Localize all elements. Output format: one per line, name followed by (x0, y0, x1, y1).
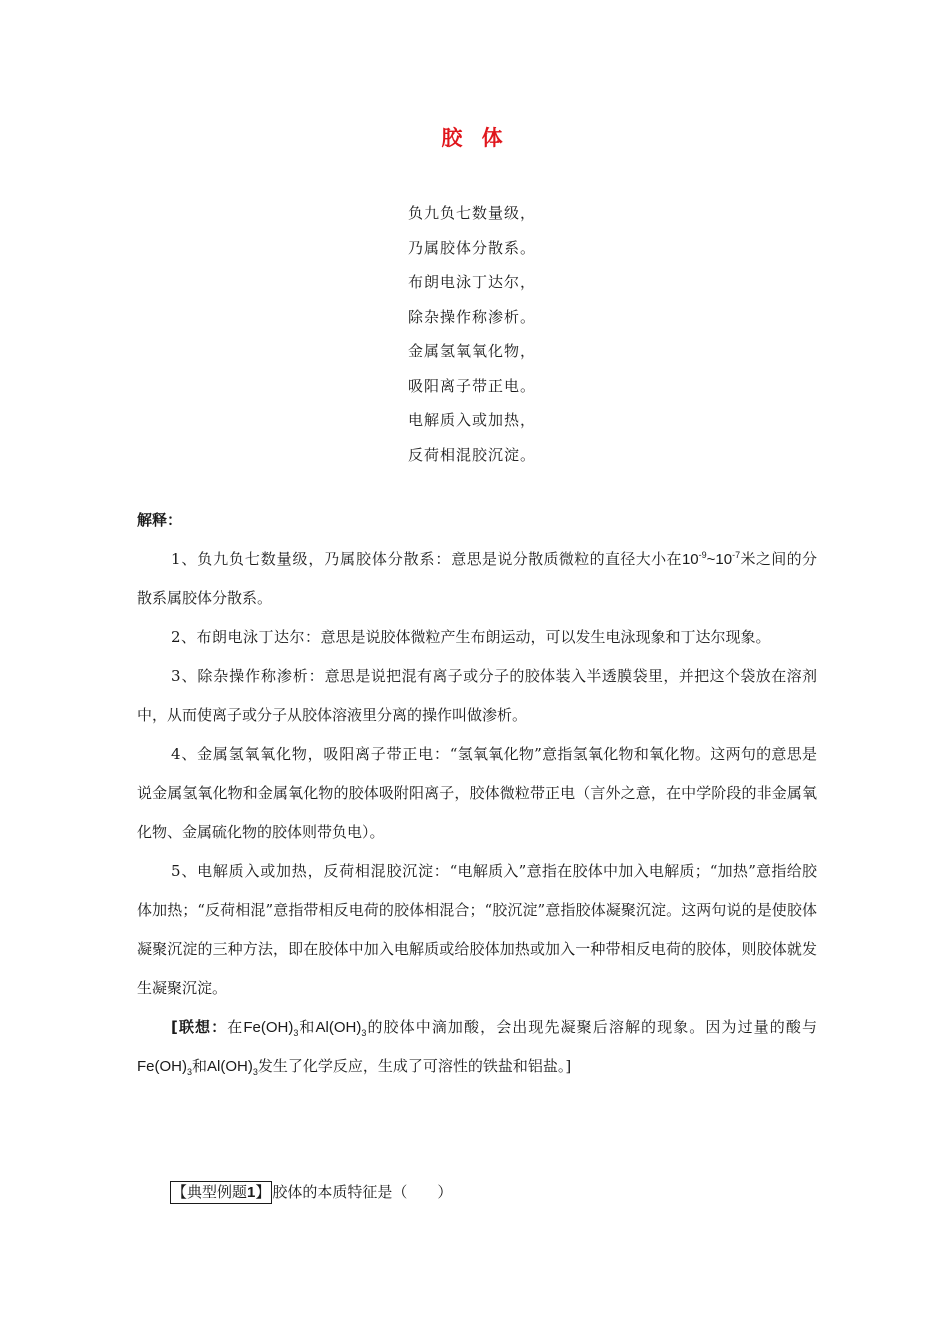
poem-line: 负九负七数量级， (408, 204, 537, 222)
poem-line: 电解质入或加热， (408, 411, 537, 429)
note-text: 在 (227, 1018, 244, 1036)
formula-al: Al(OH) (207, 1058, 253, 1075)
formula-fe: Fe(OH) (137, 1058, 187, 1075)
paragraph-text: “电解质入”意指在胶体中加入电解质；“加热”意指给胶体加热；“反荷相混”意指带相反电荷的胶体相混合；“胶沉淀”意指胶体凝聚沉淀。这两句说的是使胶体凝聚沉淀的三种方法，即在胶体中加入电解质或给胶体加热或加入一种带相反电荷的胶体，则胶体就发生凝聚沉淀。 (137, 862, 817, 997)
note-bracket-open: [ (171, 1018, 178, 1036)
paragraph-text: 米之间的分散系属胶体分散系。 (137, 550, 817, 607)
formula-al: Al(OH) (315, 1019, 362, 1036)
poem (408, 196, 668, 472)
note-text: 和 (192, 1057, 208, 1075)
example-tag (170, 1181, 272, 1204)
paragraph-lead: 2、布朗电泳丁达尔： (171, 628, 321, 646)
paragraph-lead: 5、电解质入或加热，反荷相混胶沉淀： (171, 862, 450, 880)
subscript: 3 (187, 1067, 193, 1077)
poem-line: 布朗电泳丁达尔， (408, 273, 537, 291)
explanation-paragraph-5 (137, 852, 817, 1008)
poem-line: 反荷相混胶沉淀。 (408, 445, 537, 464)
example-question (170, 1181, 452, 1204)
example-tag-open: 【典型例题 (172, 1183, 248, 1201)
exponent: -7 (732, 550, 741, 560)
paragraph-lead: 4、金属氢氧氧化物，吸阳离子带正电： (171, 745, 450, 763)
paragraph-lead: 3、除杂操作称渗析： (171, 667, 325, 685)
formula-fe: Fe(OH) (243, 1019, 294, 1036)
explanation-paragraph-3 (137, 657, 817, 735)
number: 10 (681, 551, 699, 568)
subscript: 3 (293, 1028, 299, 1038)
note-text: 发生了化学反应，生成了可溶性的铁盐和铝盐。 (257, 1057, 566, 1075)
paragraph-text: 意思是说把混有离子或分子的胶体装入半透膜袋里，并把这个袋放在溶剂中，从而使离子或分子从胶体溶液里分离的操作叫做渗析。 (137, 667, 817, 724)
explanation-heading: 解释： (137, 511, 183, 529)
paragraph-text: 意思是说胶体微粒产生布朗运动，可以发生电泳现象和丁达尔现象。 (320, 628, 771, 646)
example-tag-close: 】 (255, 1183, 271, 1201)
explanation-paragraph-2 (137, 618, 817, 657)
poem-line: 吸阳离子带正电。 (408, 376, 537, 395)
exponent: -9 (698, 550, 707, 560)
number: 10 (715, 551, 733, 568)
poem-line: 乃属胶体分散系。 (408, 238, 537, 257)
subscript: 3 (361, 1028, 367, 1038)
note-label: 联想： (177, 1018, 228, 1036)
subscript: 3 (252, 1067, 258, 1077)
paragraph-text: “氢氧氧化物”意指氢氧化物和氧化物。这两句的意思是说金属氢氧化物和金属氧化物的胶体吸附阳离子，胶体微粒带正电（言外之意，在中学阶段的非金属氧化物、金属硫化物的胶体则带负电）。 (137, 745, 818, 841)
explanation-paragraph-1 (137, 540, 817, 618)
note-bracket-close: ] (565, 1057, 572, 1075)
poem-line: 金属氢氧氧化物， (408, 342, 537, 360)
tilde: ~ (706, 551, 716, 568)
note-text: 的胶体中滴加酸，会出现先凝聚后溶解的现象。因为过量的酸与 (366, 1018, 817, 1036)
example-tag-number: 1 (247, 1184, 256, 1201)
example-question-text: 胶体的本质特征是（ ） (272, 1183, 453, 1201)
note-text: 和 (298, 1018, 316, 1036)
explanation-paragraph-4 (137, 735, 817, 852)
poem-line: 除杂操作称渗析。 (408, 307, 537, 326)
association-note (137, 1008, 817, 1086)
paragraph-text: 意思是说分散质微粒的直径大小在 (451, 550, 682, 568)
explanation-body (137, 540, 817, 1086)
paragraph-lead: 1、负九负七数量级，乃属胶体分散系： (171, 550, 452, 568)
page-title: 胶 体 (441, 126, 509, 150)
